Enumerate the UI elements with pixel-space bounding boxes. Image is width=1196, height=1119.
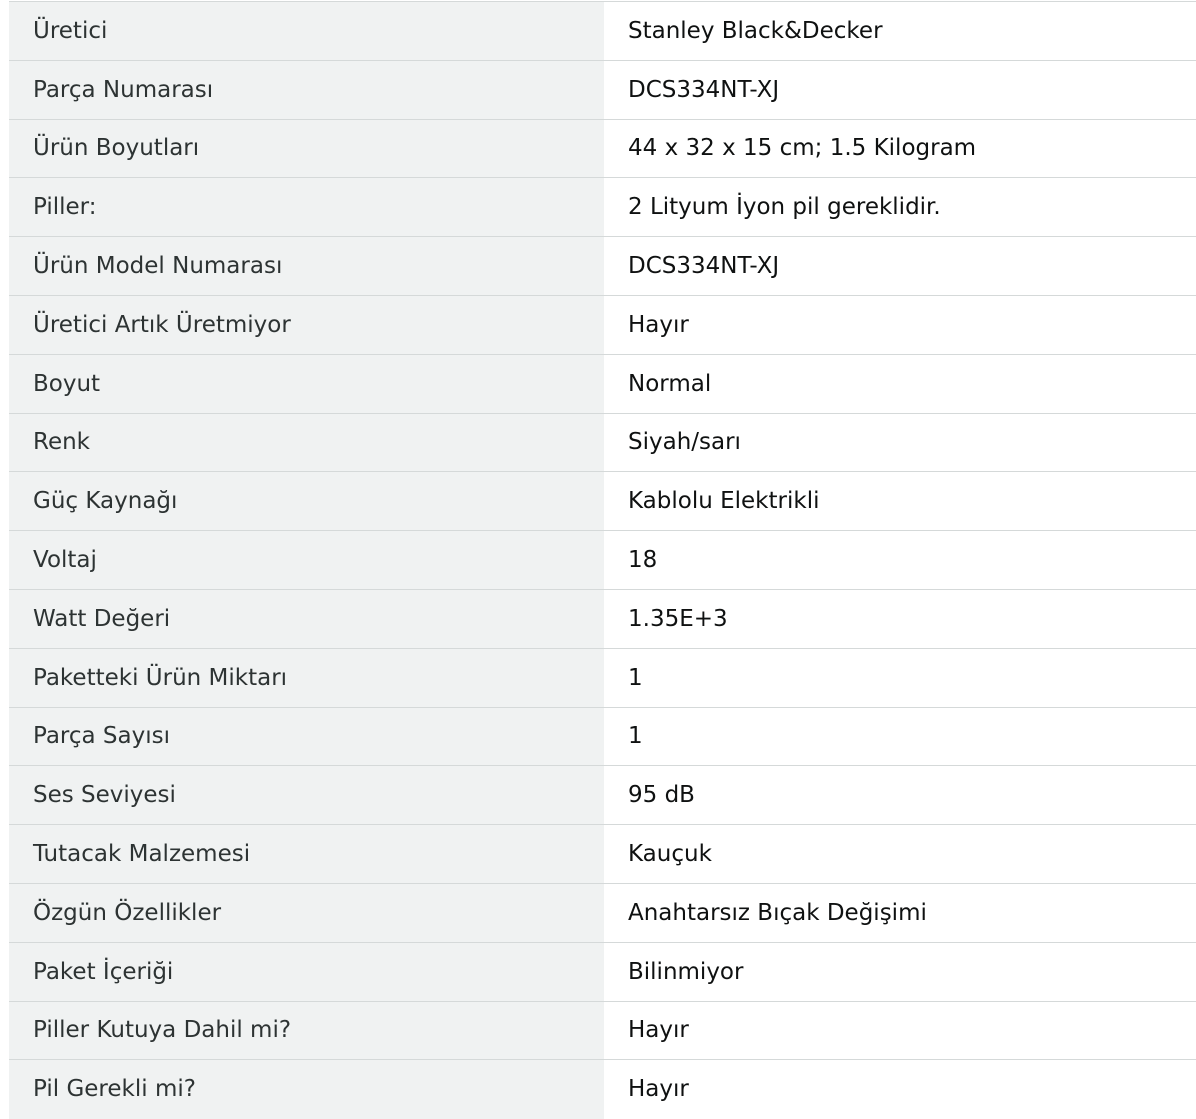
spec-value: Hayır xyxy=(604,295,1196,354)
spec-label: Parça Numarası xyxy=(9,60,604,119)
spec-row xyxy=(9,531,1196,590)
product-specs-table xyxy=(9,1,1196,1119)
spec-row xyxy=(9,295,1196,354)
spec-label: Piller Kutuya Dahil mi? xyxy=(9,1001,604,1060)
spec-row xyxy=(9,883,1196,942)
spec-value: Kauçuk xyxy=(604,825,1196,884)
spec-row xyxy=(9,60,1196,119)
spec-label: Ses Seviyesi xyxy=(9,766,604,825)
spec-label: Tutacak Malzemesi xyxy=(9,825,604,884)
spec-label: Boyut xyxy=(9,354,604,413)
spec-label: Renk xyxy=(9,413,604,472)
spec-value: 95 dB xyxy=(604,766,1196,825)
spec-label: Ürün Boyutları xyxy=(9,119,604,178)
spec-value: 1 xyxy=(604,707,1196,766)
spec-value: Siyah/sarı xyxy=(604,413,1196,472)
spec-row xyxy=(9,825,1196,884)
spec-row xyxy=(9,119,1196,178)
spec-value: 44 x 32 x 15 cm; 1.5 Kilogram xyxy=(604,119,1196,178)
spec-row xyxy=(9,942,1196,1001)
spec-row xyxy=(9,1001,1196,1060)
spec-value: Bilinmiyor xyxy=(604,942,1196,1001)
spec-value: 1.35E+3 xyxy=(604,589,1196,648)
spec-row xyxy=(9,354,1196,413)
spec-row xyxy=(9,1060,1196,1119)
spec-row xyxy=(9,237,1196,296)
spec-value: Hayır xyxy=(604,1001,1196,1060)
spec-row xyxy=(9,707,1196,766)
spec-label: Piller: xyxy=(9,178,604,237)
spec-value: DCS334NT-XJ xyxy=(604,60,1196,119)
spec-label: Ürün Model Numarası xyxy=(9,237,604,296)
spec-row xyxy=(9,413,1196,472)
spec-label: Pil Gerekli mi? xyxy=(9,1060,604,1119)
spec-value: 18 xyxy=(604,531,1196,590)
spec-label: Voltaj xyxy=(9,531,604,590)
spec-label: Paket İçeriği xyxy=(9,942,604,1001)
spec-value: Normal xyxy=(604,354,1196,413)
spec-value: 1 xyxy=(604,648,1196,707)
spec-row xyxy=(9,766,1196,825)
spec-value: Stanley Black&Decker xyxy=(604,2,1196,61)
spec-value: Kablolu Elektrikli xyxy=(604,472,1196,531)
spec-value: DCS334NT-XJ xyxy=(604,237,1196,296)
spec-label: Parça Sayısı xyxy=(9,707,604,766)
spec-value: Anahtarsız Bıçak Değişimi xyxy=(604,883,1196,942)
spec-label: Paketteki Ürün Miktarı xyxy=(9,648,604,707)
spec-value: 2 Lityum İyon pil gereklidir. xyxy=(604,178,1196,237)
spec-row xyxy=(9,589,1196,648)
spec-label: Üretici Artık Üretmiyor xyxy=(9,295,604,354)
spec-label: Özgün Özellikler xyxy=(9,883,604,942)
spec-row xyxy=(9,2,1196,61)
spec-row xyxy=(9,178,1196,237)
spec-value: Hayır xyxy=(604,1060,1196,1119)
spec-row xyxy=(9,648,1196,707)
spec-label: Üretici xyxy=(9,2,604,61)
spec-label: Güç Kaynağı xyxy=(9,472,604,531)
spec-row xyxy=(9,472,1196,531)
spec-label: Watt Değeri xyxy=(9,589,604,648)
spec-table-body xyxy=(9,2,1196,1119)
